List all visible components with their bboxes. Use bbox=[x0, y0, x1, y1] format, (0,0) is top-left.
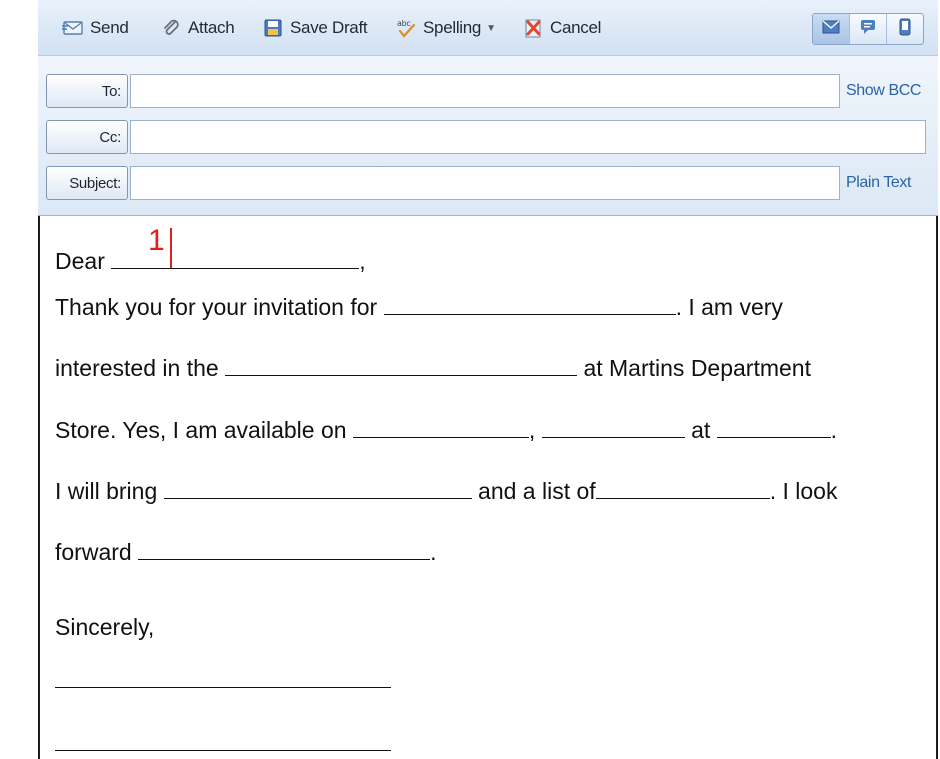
body-line-2 bbox=[55, 353, 811, 382]
body-line-5 bbox=[55, 537, 436, 566]
greeting-text: Dear bbox=[55, 248, 112, 274]
blank-list[interactable] bbox=[596, 476, 770, 499]
greeting-comma: , bbox=[359, 248, 366, 274]
cancel-label: Cancel bbox=[550, 18, 602, 37]
save-draft-label: Save Draft bbox=[290, 18, 368, 37]
message-body-editor[interactable] bbox=[38, 216, 938, 759]
svg-text:abc: abc bbox=[397, 19, 411, 28]
spelling-label: Spelling bbox=[423, 18, 482, 37]
body-text: and a list of bbox=[471, 478, 596, 504]
body-text: interested in the bbox=[55, 355, 226, 381]
attach-label: Attach bbox=[188, 18, 235, 37]
body-text: Store. Yes, I am available on bbox=[55, 417, 353, 443]
view-mode-switcher bbox=[812, 13, 924, 45]
body-text: , bbox=[528, 417, 542, 443]
send-icon bbox=[62, 17, 84, 39]
greeting-line bbox=[55, 246, 366, 275]
body-text: . bbox=[830, 417, 838, 443]
plain-text-link[interactable]: Plain Text bbox=[846, 174, 912, 191]
spelling-button[interactable] bbox=[395, 14, 496, 42]
body-text: at bbox=[684, 417, 717, 443]
cc-button[interactable]: Cc: bbox=[46, 120, 128, 154]
blank-time[interactable] bbox=[717, 415, 831, 438]
signature-line-name[interactable] bbox=[55, 687, 391, 688]
cancel-button[interactable] bbox=[522, 14, 601, 42]
save-draft-icon bbox=[262, 17, 284, 39]
blank-recipient[interactable] bbox=[111, 246, 359, 269]
cc-input[interactable] bbox=[130, 120, 926, 154]
show-bcc-link[interactable]: Show BCC bbox=[846, 82, 922, 99]
to-input[interactable] bbox=[130, 74, 840, 108]
to-button[interactable]: To: bbox=[46, 74, 128, 108]
cancel-icon bbox=[522, 17, 544, 39]
body-text: . I look bbox=[769, 478, 838, 504]
step-marker: 1 bbox=[148, 224, 165, 257]
closing-line: Sincerely, bbox=[55, 614, 155, 640]
mail-view-toggle[interactable] bbox=[813, 14, 850, 44]
send-label: Send bbox=[90, 18, 129, 37]
blank-invitation[interactable] bbox=[384, 292, 676, 315]
send-button[interactable] bbox=[62, 14, 129, 42]
chevron-down-icon[interactable]: ▼ bbox=[486, 22, 496, 34]
mobile-view-toggle[interactable] bbox=[887, 14, 923, 44]
mail-icon bbox=[822, 20, 840, 39]
spell-check-icon bbox=[395, 17, 417, 39]
body-text: at Martins Department bbox=[577, 355, 811, 381]
paperclip-icon bbox=[160, 17, 182, 39]
chat-view-toggle[interactable] bbox=[850, 14, 887, 44]
body-text: forward bbox=[55, 539, 139, 565]
body-text: I will bring bbox=[55, 478, 164, 504]
message-header bbox=[38, 56, 938, 216]
body-line-4 bbox=[55, 476, 837, 505]
compose-toolbar bbox=[38, 0, 938, 56]
body-text: . bbox=[430, 539, 437, 565]
blank-bring[interactable] bbox=[164, 476, 472, 499]
body-line-1 bbox=[55, 292, 783, 321]
blank-day[interactable] bbox=[542, 415, 685, 438]
subject-input[interactable] bbox=[130, 166, 840, 200]
attach-button[interactable] bbox=[160, 14, 234, 42]
subject-button[interactable]: Subject: bbox=[46, 166, 128, 200]
comment-icon bbox=[859, 19, 877, 40]
save-draft-button[interactable] bbox=[262, 14, 367, 42]
compose-window bbox=[38, 0, 938, 759]
mobile-icon bbox=[899, 18, 911, 41]
blank-date[interactable] bbox=[353, 415, 529, 438]
signature-line-contact[interactable] bbox=[55, 750, 391, 751]
blank-position[interactable] bbox=[225, 353, 577, 376]
body-line-3 bbox=[55, 415, 837, 444]
body-text: Thank you for your invitation for bbox=[55, 294, 384, 320]
body-text: . I am very bbox=[675, 294, 783, 320]
blank-forward[interactable] bbox=[138, 537, 430, 560]
